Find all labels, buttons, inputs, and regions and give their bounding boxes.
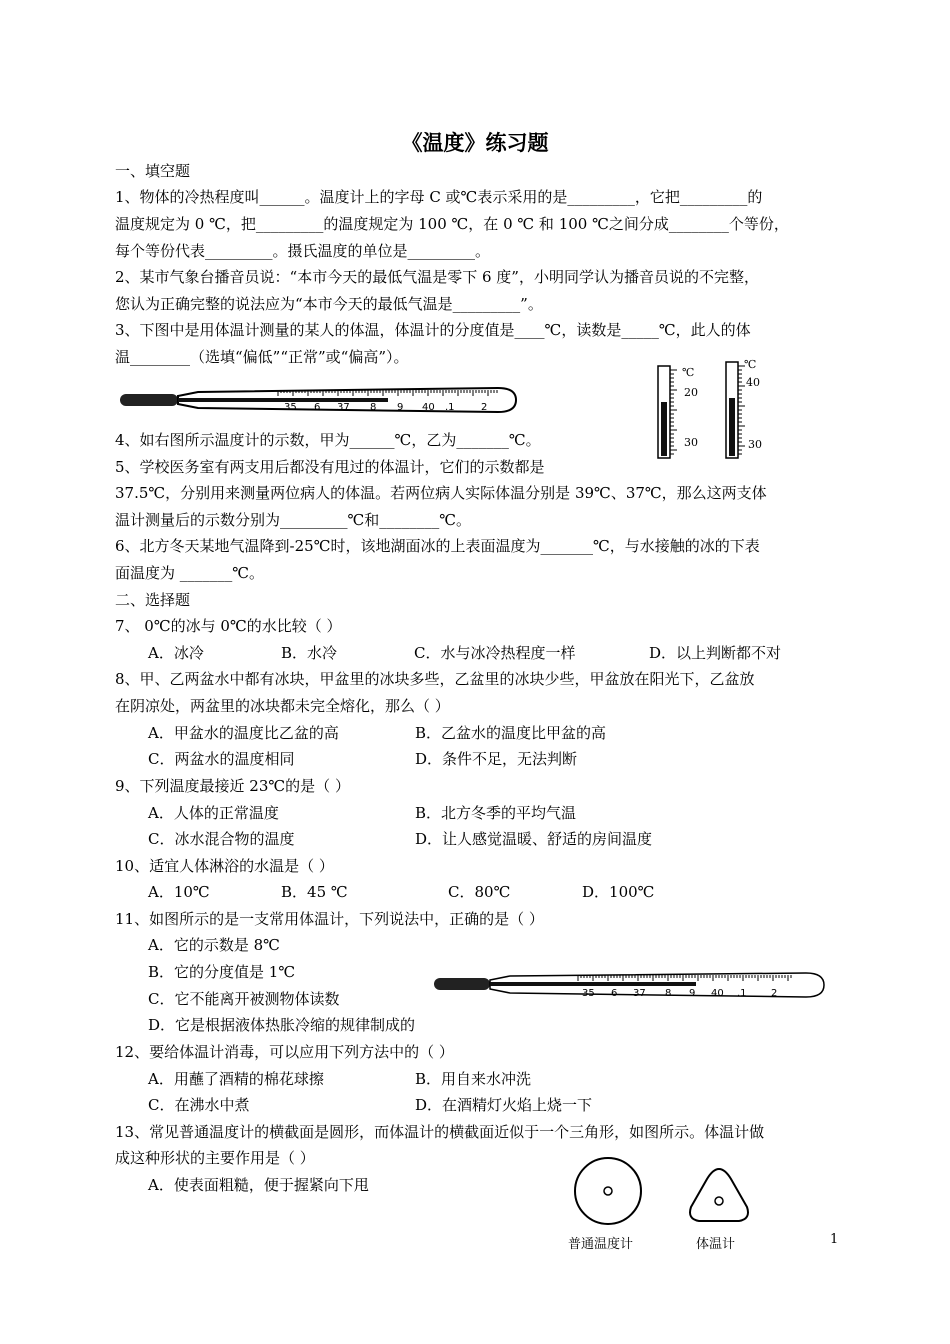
section-multiple-choice: 二、选择题 xyxy=(115,591,191,609)
q3-line: 温________（选填“偏低”“正常”或“偏高”）。 xyxy=(115,348,409,366)
scale-label: 6 xyxy=(314,402,321,413)
q1-line: 每个等份代表_________。摄氏温度的单位是_________。 xyxy=(115,242,491,260)
q7-option-b: B．水冷 xyxy=(281,644,338,662)
scale-label: 35 xyxy=(582,988,595,999)
q13-stem: 13、常见普通温度计的横截面是圆形，而体温计的横截面近似于一个三角形，如图所示。体温计做 xyxy=(115,1123,765,1141)
q10-option-b: B．45 ℃ xyxy=(281,883,348,901)
page-title: 《温度》练习题 xyxy=(401,131,549,155)
q1-line: 1、物体的冷热程度叫______。温度计上的字母 C 或℃表示采用的是_________，它把_________的 xyxy=(115,188,763,206)
scale-label: .1 xyxy=(737,988,747,999)
q13-stem: 成这种形状的主要作用是（ ） xyxy=(115,1149,315,1167)
q5-line: 5、学校医务室有两支用后都没有甩过的体温计，它们的示数都是 xyxy=(115,458,545,476)
thermometer-b-label: 30 xyxy=(748,438,762,451)
q13-option-a: A．使表面粗糙，便于握紧向下甩 xyxy=(148,1176,369,1194)
clinical-thermometer-figure-q3 xyxy=(118,380,520,420)
scale-label: 9 xyxy=(689,988,696,999)
scale-label: 35 xyxy=(284,402,297,413)
scale-label: 40 xyxy=(711,988,724,999)
q9-stem: 9、下列温度最接近 23℃的是（ ） xyxy=(115,777,350,795)
q9-option-c: C．冰水混合物的温度 xyxy=(148,830,295,848)
section-fill-blank: 一、填空题 xyxy=(115,162,191,180)
triangular-cross-section-figure xyxy=(685,1165,753,1227)
q3-line: 3、下图中是用体温计测量的某人的体温，体温计的分度值是____℃，读数是_____℃，此人的体 xyxy=(115,321,751,339)
scale-label: 9 xyxy=(397,402,404,413)
thermometer-a-unit: ℃ xyxy=(682,366,695,379)
scale-label: 2 xyxy=(481,402,488,413)
q8-option-a: A．甲盆水的温度比乙盆的高 xyxy=(148,724,339,742)
q12-option-c: C．在沸水中煮 xyxy=(148,1096,250,1114)
scale-label: 37 xyxy=(337,402,350,413)
q10-option-c: C．80℃ xyxy=(448,883,511,901)
scale-label: .1 xyxy=(445,402,455,413)
q8-stem: 在阴凉处，两盆里的冰块都未完全熔化，那么（ ） xyxy=(115,697,450,715)
q12-option-b: B．用自来水冲洗 xyxy=(415,1070,532,1088)
thermometer-b-figure xyxy=(718,360,778,464)
q6-line: 6、北方冬天某地气温降到-25℃时，该地湖面冰的上表面温度为_______℃，与水接触的冰的下表 xyxy=(115,537,760,555)
q7-option-c: C．水与冰冷热程度一样 xyxy=(414,644,576,662)
q10-stem: 10、适宜人体淋浴的水温是（ ） xyxy=(115,857,334,875)
q6-line: 面温度为 _______℃。 xyxy=(115,564,265,582)
caption-clinical-thermometer: 体温计 xyxy=(696,1237,736,1252)
q2-line: 您认为正确完整的说法应为“本市今天的最低气温是_________”。 xyxy=(115,295,543,313)
page-number: 1 xyxy=(830,1232,839,1247)
thermometer-a-label: 20 xyxy=(684,386,698,399)
q11-option-a: A．它的示数是 8℃ xyxy=(148,936,280,954)
q4-line: 4、如右图所示温度计的示数，甲为______℃，乙为_______℃。 xyxy=(115,431,541,449)
scale-label: 40 xyxy=(422,402,435,413)
thermometer-a-figure xyxy=(650,364,710,462)
q5-line: 37.5℃，分别用来测量两位病人的体温。若两位病人实际体温分别是 39℃、37℃，那么这两支体 xyxy=(115,484,767,502)
round-cross-section-figure xyxy=(572,1155,644,1227)
thermometer-a-label: 30 xyxy=(684,436,698,449)
q11-option-b: B．它的分度值是 1℃ xyxy=(148,963,296,981)
scale-label: 2 xyxy=(771,988,778,999)
scale-label: 6 xyxy=(611,988,618,999)
scale-label: 8 xyxy=(370,402,377,413)
q11-stem: 11、如图所示的是一支常用体温计，下列说法中，正确的是（ ） xyxy=(115,910,544,928)
q8-option-c: C．两盆水的温度相同 xyxy=(148,750,295,768)
thermometer-b-label: 40 xyxy=(746,376,760,389)
scale-label: 37 xyxy=(633,988,646,999)
q9-option-b: B．北方冬季的平均气温 xyxy=(415,804,577,822)
q9-option-a: A．人体的正常温度 xyxy=(148,804,279,822)
q7-option-d: D．以上判断都不对 xyxy=(649,644,782,662)
q7-option-a: A．冰冷 xyxy=(148,644,204,662)
q12-stem: 12、要给体温计消毒，可以应用下列方法中的（ ） xyxy=(115,1043,454,1061)
q8-option-b: B．乙盆水的温度比甲盆的高 xyxy=(415,724,607,742)
q11-option-d: D．它是根据液体热胀冷缩的规律制成的 xyxy=(148,1016,416,1034)
q2-line: 2、某市气象台播音员说：“本市今天的最低气温是零下 6 度”，小明同学认为播音员说的不完整， xyxy=(115,268,759,286)
q11-option-c: C．它不能离开被测物体读数 xyxy=(148,990,340,1008)
q1-line: 温度规定为 0 ℃，把_________的温度规定为 100 ℃，在 0 ℃ 和 100 ℃之间分成________个等份， xyxy=(115,215,789,233)
q7-stem: 7、 0℃的冰与 0℃的水比较（ ） xyxy=(115,617,342,635)
q10-option-d: D．100℃ xyxy=(582,883,655,901)
scale-label: 8 xyxy=(665,988,672,999)
q8-stem: 8、甲、乙两盆水中都有冰块，甲盆里的冰块多些，乙盆里的冰块少些，甲盆放在阳光下，乙盆放 xyxy=(115,670,755,688)
caption-ordinary-thermometer: 普通温度计 xyxy=(568,1237,634,1252)
clinical-thermometer-figure-q11 xyxy=(432,965,828,1005)
q12-option-d: D．在酒精灯火焰上烧一下 xyxy=(415,1096,593,1114)
q12-option-a: A．用蘸了酒精的棉花球擦 xyxy=(148,1070,324,1088)
q10-option-a: A．10℃ xyxy=(148,883,210,901)
q8-option-d: D．条件不足，无法判断 xyxy=(415,750,578,768)
thermometer-b-unit: ℃ xyxy=(744,358,757,371)
q9-option-d: D．让人感觉温暖、舒适的房间温度 xyxy=(415,830,653,848)
q5-line: 温计测量后的示数分别为_________℃和________℃。 xyxy=(115,511,472,529)
